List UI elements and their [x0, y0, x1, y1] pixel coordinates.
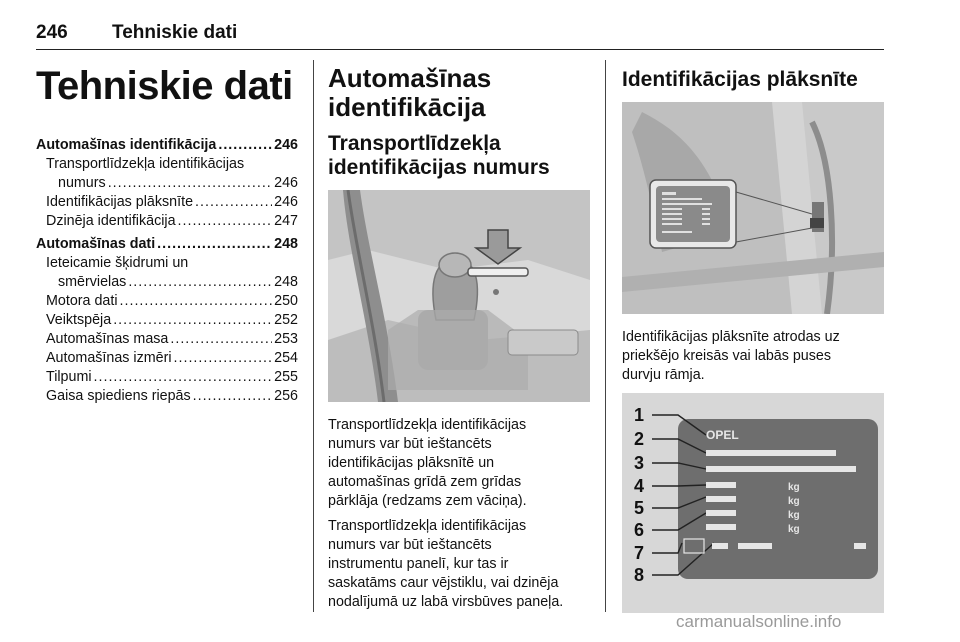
callout-1: 1 — [634, 405, 645, 425]
toc-entry[interactable] — [36, 273, 298, 292]
toc-entry-text: Dzinēja identifikācija — [46, 213, 176, 229]
plate-location-paragraph: Identifikācijas plāksnīte atrodas uz priekšējo kreisās vai labās puses durvju rāmja. — [622, 329, 840, 383]
toc-entry[interactable] — [36, 387, 298, 406]
toc-leader-dots — [157, 235, 272, 254]
callout-8: 8 — [634, 565, 645, 585]
chapter-title: Tehniskie dati — [36, 64, 293, 108]
toc-leader-dots — [120, 292, 273, 311]
watermark: carmanualsonline.info — [676, 612, 842, 631]
toc-leader-dots — [94, 368, 273, 387]
callout-6: 6 — [634, 520, 645, 540]
toc-entry-text: smērvielas — [58, 274, 127, 290]
toc-entry-text: Gaisa spiediens riepās — [46, 388, 191, 404]
identification-plate-diagram — [622, 393, 884, 613]
vin-location-paragraph-2: Transportlīdzekļa identifikācijas numurs var būt ieštancēts instrumentu panelī, kur tas ir saskatāms caur vējstiklu, vai dzinēja nodalījumā uz labā virsbūves paneļa. — [328, 518, 564, 610]
id-plate-heading: Identifikācijas plāksnīte — [622, 68, 858, 91]
gear-shift-floor-illustration — [328, 190, 590, 402]
toc-entry-text: Automašīnas dati — [36, 236, 156, 252]
toc-entry-text: Veiktspēja — [46, 312, 112, 328]
unit-label-3: kg — [788, 510, 800, 521]
toc-entry[interactable] — [36, 155, 298, 174]
unit-label-2: kg — [788, 496, 800, 507]
toc-entry-page: 253 — [274, 331, 298, 347]
toc-leader-dots — [170, 330, 272, 349]
toc-leader-dots — [218, 136, 272, 155]
toc-entry-page: 248 — [274, 236, 298, 252]
column-2 — [328, 64, 590, 618]
toc-entry[interactable] — [36, 212, 298, 231]
toc-entry-page: 248 — [274, 274, 298, 290]
toc-entry-page: 255 — [274, 369, 298, 385]
toc-entry[interactable] — [36, 368, 298, 387]
door-frame-plate-illustration — [622, 102, 884, 314]
toc-entry-page: 252 — [274, 312, 298, 328]
toc-entry-text: Automašīnas izmēri — [46, 350, 172, 366]
toc-entry[interactable] — [36, 349, 298, 368]
column-1 — [36, 64, 298, 406]
section-heading: Automašīnas identifikācija — [328, 63, 492, 122]
plate-brand: OPEL — [706, 428, 739, 442]
column-divider-1 — [313, 60, 314, 612]
toc-leader-dots — [193, 387, 273, 406]
toc-entry-text: Identifikācijas plāksnīte — [46, 194, 194, 210]
toc-entry-page: 250 — [274, 293, 298, 309]
toc-leader-dots — [108, 174, 272, 193]
toc-entry-text: Ieteicamie šķidrumi un — [46, 255, 189, 271]
toc-entry-text: numurs — [58, 175, 106, 191]
toc-entry-page: 256 — [274, 388, 298, 404]
toc-entry-text: Automašīnas masa — [46, 331, 169, 347]
unit-label-4: kg — [788, 524, 800, 535]
callout-3: 3 — [634, 453, 645, 473]
subsection-heading: Transportlīdzekļa identifikācijas numurs — [328, 132, 550, 179]
header-rule — [36, 49, 884, 50]
toc-leader-dots — [113, 311, 272, 330]
toc-entry-page: 254 — [274, 350, 298, 366]
toc-entry[interactable] — [36, 254, 298, 273]
toc-entry-page: 247 — [274, 213, 298, 229]
toc-entry[interactable] — [36, 311, 298, 330]
toc-entry-text: Automašīnas identifikācija — [36, 137, 217, 153]
toc-leader-dots — [128, 273, 272, 292]
vin-location-paragraph-1: Transportlīdzekļa identifikācijas numurs var būt ieštancēts identifikācijas plāksnītē un automašīnas grīdā zem grīdas pārklāja (redzams zem vāciņa). — [328, 417, 527, 509]
toc-entry[interactable] — [36, 292, 298, 311]
toc-leader-dots — [195, 193, 272, 212]
toc-entry-page: 246 — [274, 194, 298, 210]
toc-entry[interactable] — [36, 193, 298, 212]
toc-entry-text: Motora dati — [46, 293, 118, 309]
callout-4: 4 — [634, 476, 645, 496]
toc-entry[interactable] — [36, 174, 298, 193]
unit-label-1: kg — [788, 482, 800, 493]
toc-entry-page: 246 — [274, 137, 298, 153]
toc-entry-text: Transportlīdzekļa identifikācijas — [46, 156, 245, 172]
column-divider-2 — [605, 60, 606, 612]
toc-entry[interactable] — [36, 235, 298, 254]
page-number: 246 — [36, 22, 68, 43]
toc-leader-dots — [178, 212, 273, 231]
table-of-contents — [36, 136, 298, 406]
callout-5: 5 — [634, 498, 645, 518]
toc-entry-page: 246 — [274, 175, 298, 191]
toc-leader-dots — [174, 349, 273, 368]
callout-7: 7 — [634, 543, 645, 563]
callout-2: 2 — [634, 429, 645, 449]
toc-entry[interactable] — [36, 330, 298, 349]
toc-entry[interactable] — [36, 136, 298, 155]
column-3 — [622, 64, 884, 613]
running-header-title: Tehniskie dati — [112, 22, 238, 43]
toc-entry-text: Tilpumi — [46, 369, 92, 385]
